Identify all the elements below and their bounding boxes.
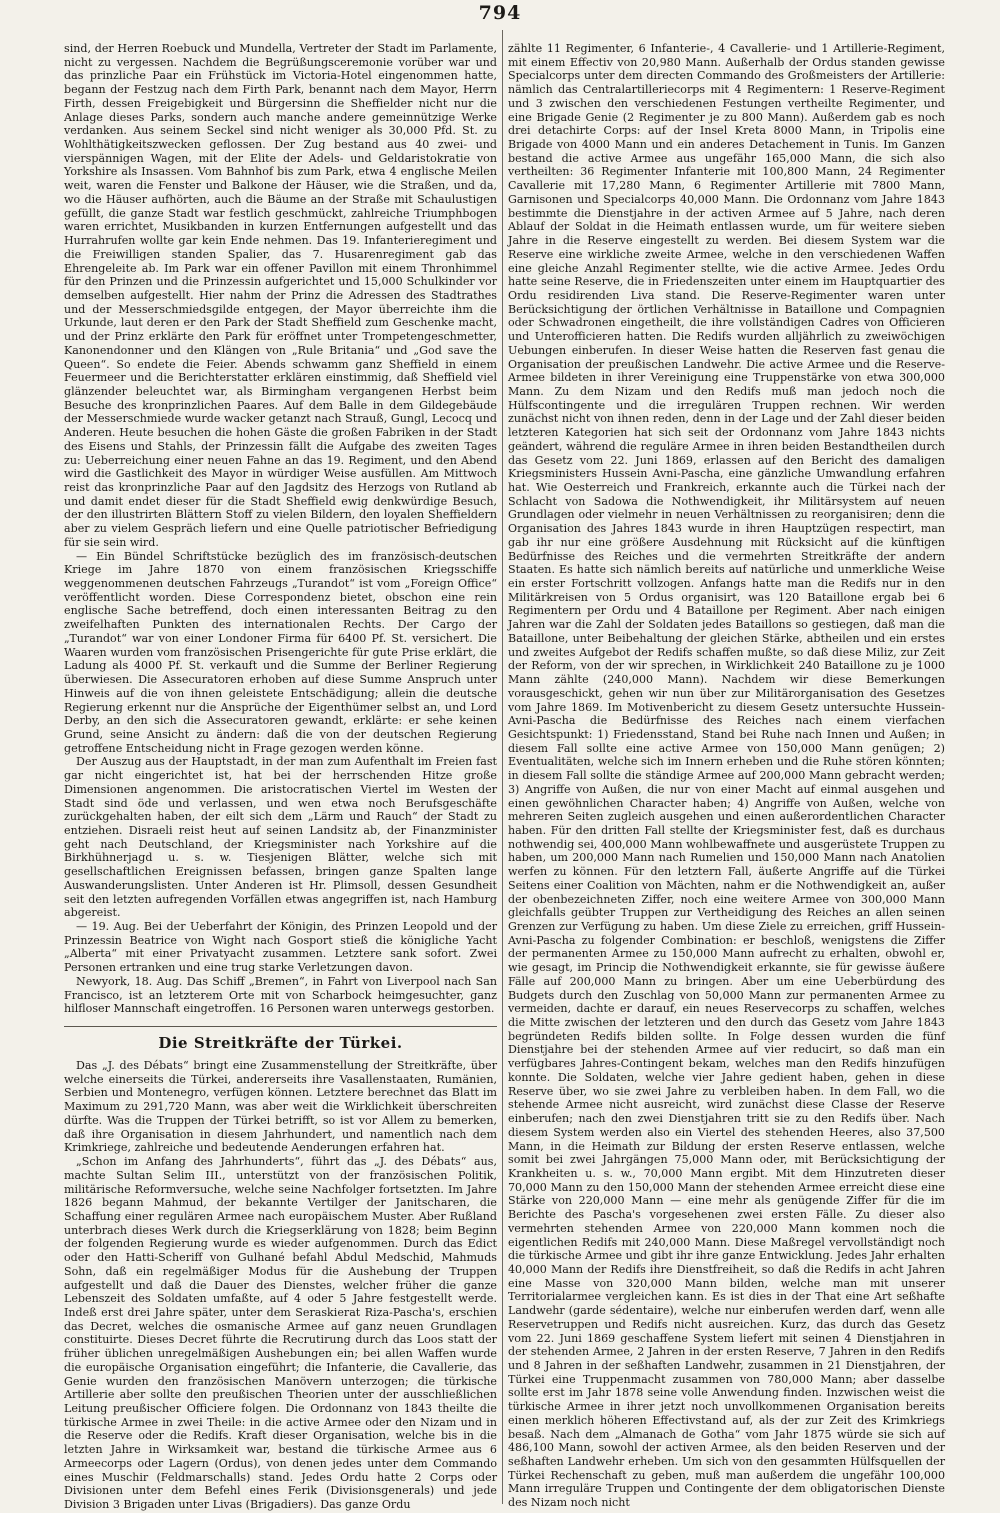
article-paragraph: sind, der Herren Roebuck und Mundella, Vertreter der Stadt im Parlamente, nicht zu vergessen. Nachdem die Begrüßungsceremonie vorüber war und das prinzliche Paar ein Frühstück im Victoria-Hotel eingenommen hatte, begann der Festzug nach dem Firth Park, benannt nach dem Mayor, Herrn Firth, dessen Freigebigkeit und Bürgersinn die Sheffielder nicht nur die Anlage dieses Parks, sondern auch manche andere gemeinnützige Werke verdanken. Aus seinem Seckel sind nicht weniger als 30,000 Pfd. St. zu Wohlthätigkeitszwecken geflossen. Der Zug bestand aus 40 zwei- und vierspännigen Wagen, mit der Elite der Adels- und Geldaristokratie von Yorkshire als Insassen. Vom Bahnhof bis zum Park, etwa 4 englische Meilen weit, waren die Fenster und Balkone der Häuser, wie die Straßen, und da, wo die Häuser aufhörten, auch die Bäume an der Straße mit Schaulustigen gefüllt, die ganze Stadt war festlich geschmückt, zahlreiche Triumphbogen waren errichtet, Musikbanden in kurzen Entfernungen aufgestellt und das Hurrahrufen wollte gar kein Ende nehmen. Das 19. Infanterieregiment und die Freiwilligen standen Spalier, das 7. Husarenregiment gab das Ehrengeleite ab. Im Park war ein offener Pavillon mit einem Thronhimmel für den Prinzen und die Prinzessin aufgerichtet und 15,000 Schulkinder vor demselben aufgestellt. Hier nahm der Prinz die Adressen des Stadtrathes und der Messerschmiedsgilde entgegen, der Mayor überreichte ihm die Urkunde, laut deren er den Park der Stadt Sheffield zum Geschenke macht, und der Prinz erklärte den Park für eröffnet unter Trompetengeschmetter, Kanonendonner und den Klängen von „Rule Britania“ und „God save the Queen“. So endete die Feier. Abends schwamm ganz Sheffield in einem Feuermeer und die Berichterstatter erklären einstimmig, daß Sheffield viel glänzender beleuchtet war, als Birmingham vergangenen Herbst beim Besuche des kronprinzlichen Paares. Auf dem Balle in dem Gildegebäude der Messerschmiede wurde wacker getanzt nach Strauß, Gungl, Lecocq und Anderen. Heute besuchen die hohen Gäste die großen Fabriken in der Stadt des Eisens und Stahls, der Prinzessin fällt die Aufgabe des zweiten Tages zu: Ueberreichung einer neuen Fahne an das 19. Regiment, und den Abend wird die Gastlichkeit des Mayor in würdiger Weise ausfüllen. Am Mittwoch reist das kronprinzliche Paar auf den Jagdsitz des Herzogs von Rutland ab und damit endet dieser für die Stadt Sheffield ewig denkwürdige Besuch, der den illustrirten Blättern Stoff zu vielen Bildern, den loyalen Sheffieldern aber zu vielem Gespräch liefern und eine Quelle patriotischer Befriedigung für sie sein wird. xyxy=(64,42,497,549)
article-paragraph: Das „J. des Débats“ bringt eine Zusammenstellung der Streitkräfte, über welche einerseits die Türkei, andererseits ihre Vasallenstaaten, Rumänien, Serbien und Montenegro, verfügen können. Letztere berechnet das Blatt im Maximum zu 291,720 Mann, was aber weit die Wirklichkeit überschreiten dürfte. Was die Truppen der Türkei betrifft, so ist vor Allem zu bemerken, daß ihre Organisation in diesem Jahrhundert, und namentlich nach dem Krimkriege, zahlreiche und bedeutende Aenderungen erfahren hat. xyxy=(64,1059,497,1155)
article-paragraph: — Ein Bündel Schriftstücke bezüglich des im französisch-deutschen Kriege im Jahre 1870 von einem französischen Kriegsschiffe weggenommenen deutschen Fahrzeugs „Turandot“ ist vom „Foreign Office“ veröffentlicht worden. Diese Correspondenz bietet, obschon eine rein englische Sache betreffend, doch einen interessanten Beitrag zu den zweifelhaften Punkten des internationalen Rechts. Der Cargo der „Turandot“ war von einer Londoner Firma für 6400 Pf. St. versichert. Die Waaren wurden vom französischen Prisengerichte für gute Prise erklärt, die Ladung als 4000 Pf. St. verkauft und die Summe der Berliner Regierung überwiesen. Die Assecuratoren erhoben auf diese Summe Anspruch unter Hinweis auf die von ihnen geleistete Entschädigung; allein die deutsche Regierung erkennt nur die Ansprüche der Eigenthümer selbst an, und Lord Derby, an den sich die Assecuratoren gewandt, erklärte: er sehe keinen Grund, seine Ansicht zu ändern: daß die von der deutschen Regierung getroffene Entscheidung nicht in Frage gezogen werden könne. xyxy=(64,549,497,755)
article-paragraph: Der Auszug aus der Hauptstadt, in der man zum Aufenthalt im Freien fast gar nicht eingerichtet ist, hat bei der herrschenden Hitze große Dimensionen angenommen. Die aristocratischen Viertel im Westen der Stadt sind öde und verlassen, und wen etwa noch Berufsgeschäfte zurückgehalten haben, der eilt sich dem „Lärm und Rauch“ der Stadt zu entziehen. Disraeli reist heut auf seinen Landsitz ab, der Finanzminister geht nach Deutschland, der Kriegsminister nach Yorkshire auf die Birkhühnerjagd u. s. w. Tiesjenigen Blätter, welche sich mit gesellschaftlichen Ereignissen befassen, bringen ganze Spalten lange Auswanderungslisten. Unter Anderen ist Hr. Plimsoll, dessen Gesundheit seit den letzten aufregenden Vorfällen etwas angegriffen ist, nach Hamburg abgereist. xyxy=(64,755,497,920)
article-paragraph: „Schon im Anfang des Jahrhunderts“, führt das „J. des Débats“ aus, machte Sultan Selim III., unterstützt von der französischen Politik, militärische Reformversuche, welche seine Nachfolger fortsetzten. Im Jahre 1826 begann Mahmud, der bekannte Vertilger der Janitscharen, die Schaffung einer regulären Armee nach europäischem Muster. Aber Rußland unterbrach dieses Werk durch die Kriegserklärung von 1828; beim Beginn der folgenden Regierung wurde es wieder aufgenommen. Durch das Edict oder den Hatti-Scheriff von Gulhané befahl Abdul Medschid, Mahmuds Sohn, daß ein regelmäßiger Modus für die Aushebung der Truppen aufgestellt und daß die Dauer des Dienstes, welcher früher die ganze Lebenszeit des Soldaten umfaßte, auf 4 oder 5 Jahre festgestellt werde. Indeß erst drei Jahre später, unter dem Seraskierat Riza-Pascha's, erschien das Decret, welches die osmanische Armee auf ganz neuen Grundlagen constituirte. Dieses Decret führte die Recrutirung durch das Loos statt der früher üblichen unregelmäßigen Aushebungen ein; bei allen Waffen wurde die europäische Organisation eingeführt; die Infanterie, die Cavallerie, das Genie wurden den französischen Manövern unterzogen; die türkische Artillerie aber sollte den preußischen Theorien unter der ausschließlichen Leitung preußischer Officiere folgen. Die Ordonnanz von 1843 theilte die türkische Armee in zwei Theile: in die active Armee oder den Nizam und in die Reserve oder die Redifs. Kraft dieser Organisation, welche bis in die letzten Jahre in Wirksamkeit war, bestand die türkische Armee aus 6 Armeecorps oder Lagern (Ordus), von denen jedes unter dem Commando eines Muschir (Feldmarschalls) stand. Jedes Ordu hatte 2 Corps oder Divisionen unter dem Befehl eines Ferik (Divisionsgenerals) und jede Division 3 Brigaden unter Livas (Brigadiers). Das ganze Ordu xyxy=(64,1155,497,1512)
page-number: 794 xyxy=(478,2,522,24)
column-divider xyxy=(502,30,503,1504)
left-column xyxy=(64,42,497,1512)
right-column xyxy=(508,42,945,1510)
article-paragraph: Newyork, 18. Aug. Das Schiff „Bremen“, in Fahrt von Liverpool nach San Francisco, ist an letzterem Orte mit von Scharbock heimgesuchter, ganz hilfloser Mannschaft eingetroffen. 16 Personen waren unterwegs gestorben. xyxy=(64,974,497,1016)
section-headline: Die Streitkräfte der Türkei. xyxy=(64,1026,497,1053)
article-paragraph: — 19. Aug. Bei der Ueberfahrt der Königin, des Prinzen Leopold und der Prinzessin Beatrice von Wight nach Gosport stieß die königliche Yacht „Alberta“ mit einer Privatyacht zusammen. Letztere sank sofort. Zwei Personen ertranken und eine trug starke Verletzungen davon. xyxy=(64,920,497,975)
article-paragraph: zählte 11 Regimenter, 6 Infanterie-, 4 Cavallerie- und 1 Artillerie-Regiment, mit einem Effectiv von 20,980 Mann. Außerhalb der Ordus standen gewisse Specialcorps unter dem directen Commando des Großmeisters der Artillerie: nämlich das Centralartilleriecorps mit 4 Regimentern: 1 Reserve-Regiment und 3 zwischen den verschiedenen Festungen vertheilte Regimenter, und eine Brigade Genie (2 Regimenter je zu 800 Mann). Außerdem gab es noch drei detachirte Corps: auf der Insel Kreta 8000 Mann, in Tripolis eine Brigade von 4000 Mann und ein anderes Detachement in Tunis. Im Ganzen bestand die active Armee aus ungefähr 165,000 Mann, die sich also vertheilten: 36 Regimenter Infanterie mit 100,800 Mann, 24 Regimenter Cavallerie mit 17,280 Mann, 6 Regimenter Artillerie mit 7800 Mann, Garnisonen und Specialcorps 40,000 Mann. Die Ordonnanz vom Jahre 1843 bestimmte die Dienstjahre in der activen Armee auf 5 Jahre, nach deren Ablauf der Soldat in die Heimath entlassen wurde, um für weitere sieben Jahre in die Reserve eingestellt zu werden. Bei diesem System war die Reserve eine wirkliche zweite Armee, welche in den verschiedenen Waffen eine gleiche Anzahl Regimenter stellte, wie die active Armee. Jedes Ordu hatte seine Reserve, die in Friedenszeiten unter einem im Hauptquartier des Ordu residirenden Liva stand. Die Reserve-Regimenter waren unter Berücksichtigung der örtlichen Verhältnisse in Bataillone und Compagnien oder Schwadronen eingetheilt, die ihre vollständigen Cadres von Officieren und Unterofficieren hatten. Die Redifs wurden alljährlich zu zweiwöchigen Uebungen einberufen. In dieser Weise hatten die Reserven fast genau die Organisation der preußischen Landwehr. Die active Armee und die Reserve-Armee bildeten in ihrer Vereinigung eine Truppenstärke von etwa 300,000 Mann. Zu dem Nizam und den Redifs muß man jedoch noch die Hülfscontingente und die irregulären Truppen rechnen. Wir werden zunächst nicht von ihnen reden, denn in der Lage und der Zahl dieser beiden letzteren Kategorien hat sich seit der Ordonnanz vom Jahre 1843 nichts geändert, während die reguläre Armee in ihren beiden Bestandtheilen durch das Gesetz vom 22. Juni 1869, erlassen auf den Bericht des damaligen Kriegsministers Hussein Avni-Pascha, eine gänzliche Umwandlung erfahren hat. Wie Oesterreich und Frankreich, erkannte auch die Türkei nach der Schlacht von Sadowa die Nothwendigkeit, ihr Militärsystem auf neuen Grundlagen oder vielmehr in neuen Verhältnissen zu reorganisiren; denn die Organisation des Jahres 1843 wurde in ihren Hauptzügen respectirt, man gab ihr nur eine größere Ausdehnung mit Rücksicht auf die künftigen Bedürfnisse des Reiches und die vermehrten Streitkräfte der andern Staaten. Es hatte sich nämlich bereits auf natürliche und unmerkliche Weise ein erster Fortschritt vollzogen. Anfangs hatte man die Redifs nur in den Militärkreisen von 5 Ordus organisirt, was 120 Bataillone ergab bei 6 Regimentern per Ordu und 4 Bataillone per Regiment. Aber nach einigen Jahren war die Zahl der Soldaten jedes Bataillons so gestiegen, daß man die Bataillone, unter Beibehaltung der gleichen Stärke, abtheilen und ein erstes und zweites Aufgebot der Redifs schaffen mußte, so daß diese Miliz, zur Zeit der Reform, von der wir sprechen, in Wirklichkeit 240 Bataillone zu je 1000 Mann zählte (240,000 Mann). Nachdem wir diese Bemerkungen vorausgeschickt, gehen wir nun über zur Militärorganisation des Gesetzes vom Jahre 1869. Im Motivenbericht zu diesem Gesetz untersuchte Hussein-Avni-Pascha die Bedürfnisse des Reiches nach einem vierfachen Gesichtspunkt: 1) Friedensstand, Stand bei Ruhe nach Innen und Außen; in diesem Fall sollte eine active Armee von 150,000 Mann genügen; 2) Eventualitäten, welche sich im Innern erheben und die Ruhe stören könnten; in diesem Fall sollte die ständige Armee auf 200,000 Mann gebracht werden; 3) Angriffe von Außen, die nur von einer Macht auf einmal ausgehen und einen gewöhnlichen Character haben; 4) Angriffe von Außen, welche von mehreren Seiten zugleich ausgehen und einen außerordentlichen Character haben. Für den dritten Fall stellte der Kriegsminister fest, daß es durchaus nothwendig sei, 400,000 Mann wohlbewaffnete und ausgerüstete Truppen zu haben, um 200,000 Mann nach Rumelien und 150,000 Mann nach Anatolien werfen zu können. Für den letztern Fall, äußerte Angriffe auf die Türkei Seitens einer Coalition von Mächten, nahm er die Nothwendigkeit an, außer der obenbezeichneten Ziffer, noch eine weitere Armee von 300,000 Mann gleichfalls geübter Truppen zur Vertheidigung des Reiches an allen seinen Grenzen zur Verfügung zu haben. Um diese Ziele zu erreichen, griff Hussein-Avni-Pascha zu folgender Combination: er beschloß, wenigstens die Ziffer der permanenten Armee zu 150,000 Mann aufrecht zu erhalten, obwohl er, wie gesagt, im Princip die Nothwendigkeit erkannte, sie für gewisse äußere Fälle auf 200,000 Mann zu bringen. Aber um eine Ueberbürdung des Budgets durch den Zuschlag von 50,000 Mann zur permanenten Armee zu vermeiden, dachte er darauf, ein neues Reservecorps zu schaffen, welches die Mitte zwischen der letzteren und den durch das Gesetz vom Jahre 1843 begründeten Redifs bilden sollte. In Folge dessen wurden die fünf Dienstjahre bei der stehenden Armee auf vier reducirt, so daß man ein verfügbares Jahres-Contingent bekam, welches man den Redifs hinzufügen konnte. Die Soldaten, welche vier Jahre gedient haben, gehen in diese Reserve über, wo sie zwei Jahre zu verbleiben haben. In dem Fall, wo die stehende Armee nicht ausreicht, wird zunächst diese Classe der Reserve einberufen; nach den zwei Dienstjahren tritt sie zu den Redifs über. Nach diesem System werden also ein Viertel des stehenden Heeres, also 37,500 Mann, in die Heimath zur Bildung der ersten Reserve entlassen, welche somit bei zwei Jahrgängen 75,000 Mann oder, mit Berücksichtigung der Krankheiten u. s. w., 70,000 Mann ergibt. Mit dem Hinzutreten dieser 70,000 Mann zu den 150,000 Mann der stehenden Armee erreicht diese eine Stärke von 220,000 Mann — eine mehr als genügende Ziffer für die im Berichte des Pascha's vorgesehenen zwei ersten Fälle. Zu dieser also vermehrten stehenden Armee von 220,000 Mann kommen noch die eigentlichen Redifs mit 240,000 Mann. Diese Maßregel vervollständigt noch die türkische Armee und gibt ihr ihre ganze Entwicklung. Jedes Jahr erhalten 40,000 Mann der Redifs ihre Dienstfreiheit, so daß die Redifs in acht Jahren eine Masse von 320,000 Mann bilden, welche man mit unserer Territorialarmee vergleichen kann. Es ist dies in der That eine Art seßhafte Landwehr (garde sédentaire), welche nur einberufen werden darf, wenn alle Reservetruppen und Redifs nicht ausreichen. Kurz, das durch das Gesetz vom 22. Juni 1869 geschaffene System liefert mit seinen 4 Dienstjahren in der stehenden Armee, 2 Jahren in der ersten Reserve, 7 Jahren in den Redifs und 8 Jahren in der seßhaften Landwehr, zusammen in 21 Dienstjahren, der Türkei eine Truppenmacht zusammen von 780,000 Mann; aber dasselbe sollte erst im Jahr 1878 seine volle Anwendung finden. Inzwischen weist die türkische Armee in ihrer jetzt noch unvollkommenen Organisation bereits einen merklich höheren Effectivstand auf, als der zur Zeit des Krimkriegs besaß. Nach dem „Almanach de Gotha“ vom Jahr 1875 würde sie sich auf 486,100 Mann, sowohl der activen Armee, als den beiden Reserven und der seßhaften Landwehr erheben. Um sich von den gesammten Hülfsquellen der Türkei Rechenschaft zu geben, muß man außerdem die ungefähr 100,000 Mann irreguläre Truppen und Contingente der dem obligatorischen Dienste des Nizam noch nicht xyxy=(508,42,945,1510)
